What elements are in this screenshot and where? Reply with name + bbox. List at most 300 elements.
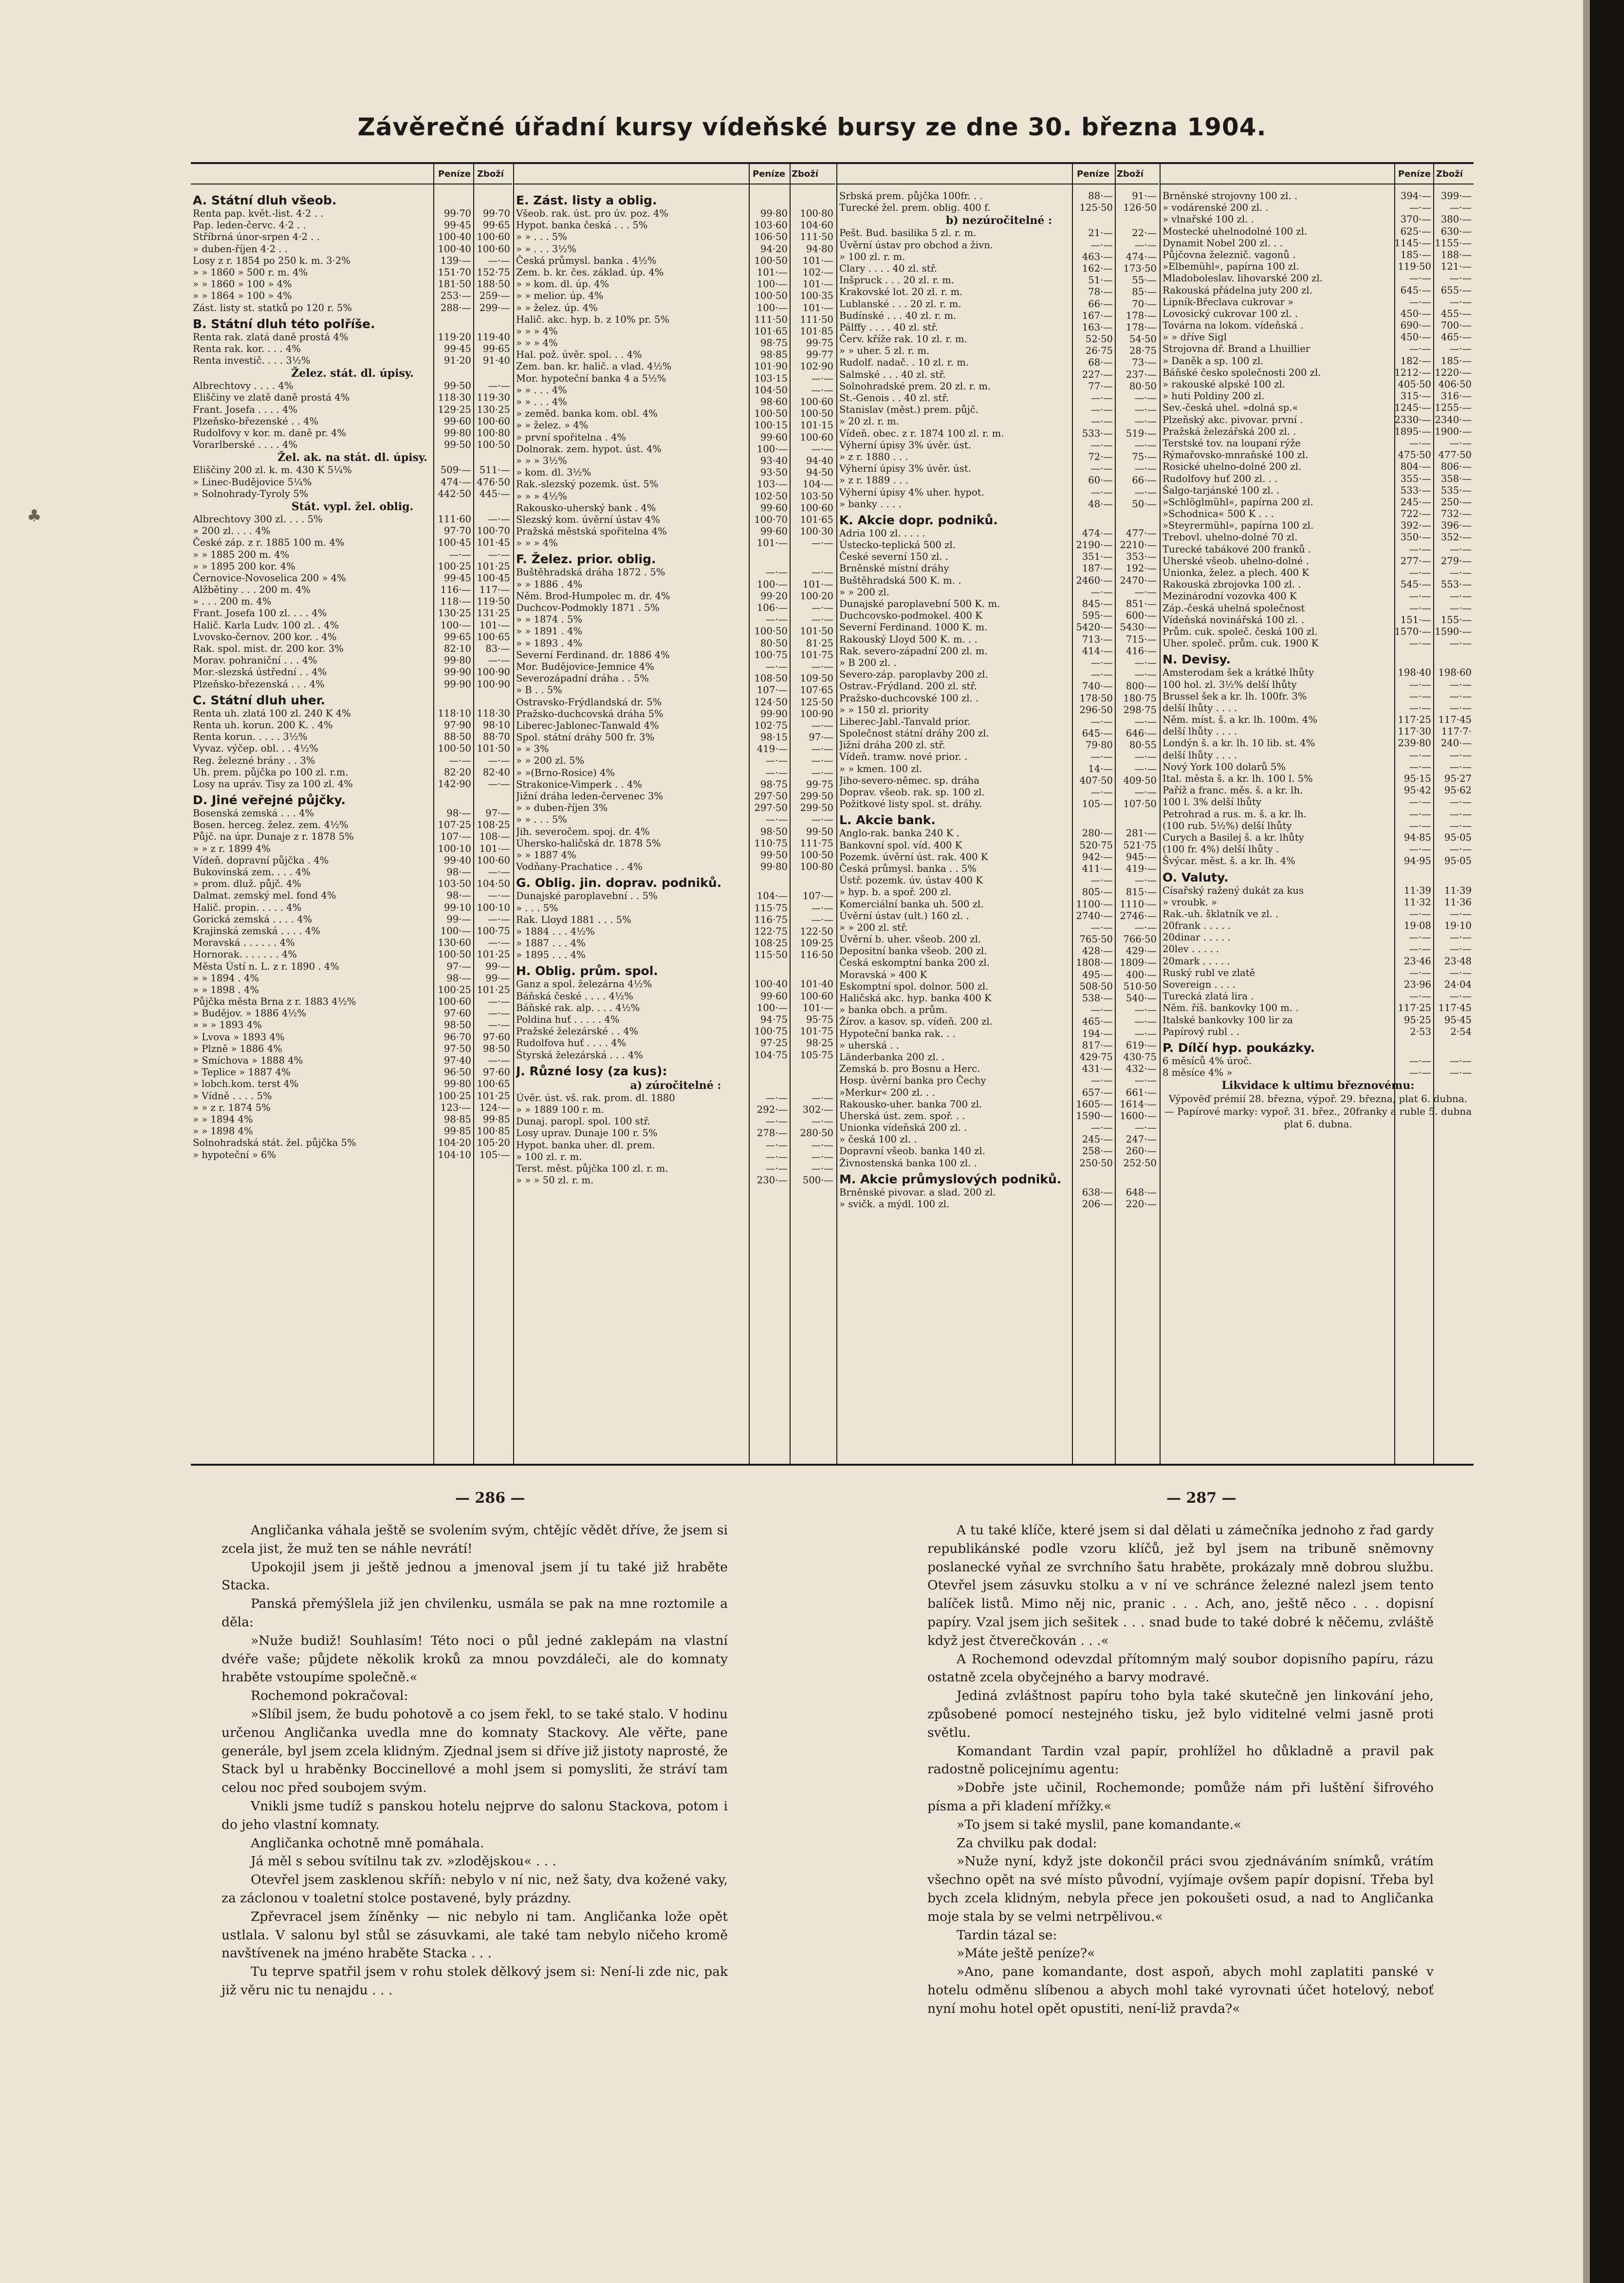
security-name: Rak. spol. mist. dr. 200 kor. 3% xyxy=(193,643,344,654)
bid-price: 100·40 xyxy=(438,243,471,255)
table-row xyxy=(516,814,835,826)
table-row xyxy=(516,767,835,779)
bid-price: 99·90 xyxy=(443,666,471,678)
security-name: Curych a Basilej š. a kr. lhůty xyxy=(1163,831,1304,843)
security-name: » zeměd. banka kom. obl. 4% xyxy=(516,408,658,420)
table-row xyxy=(839,1122,1159,1134)
ask-price: 108·— xyxy=(479,831,510,843)
table-row xyxy=(193,949,512,960)
security-name: Hosp. úvěrní banka pro Čechy xyxy=(839,1075,986,1086)
ask-price: —·— xyxy=(1134,1122,1157,1134)
ask-price: 732·— xyxy=(1440,508,1472,520)
security-name: » » . . . 5% xyxy=(516,231,567,243)
ask-price: 1809·— xyxy=(1120,957,1157,969)
bid-price: 1605·— xyxy=(1076,1098,1113,1110)
table-row xyxy=(839,775,1159,787)
security-name: » » . . . 4% xyxy=(516,384,567,396)
bid-price: 108·50 xyxy=(754,673,788,684)
bid-price: 51·— xyxy=(1088,275,1113,286)
security-name: Brussel šek a kr. lh. 100fr. 3% xyxy=(1163,690,1307,702)
ask-price: 131·25 xyxy=(477,608,510,619)
table-row xyxy=(839,1145,1159,1157)
ask-price: 406·50 xyxy=(1438,379,1472,390)
table-row xyxy=(1163,579,1474,590)
bid-price: 245·— xyxy=(1400,496,1431,508)
security-name: Něm. míst. š. a kr. lh. 100m. 4% xyxy=(1163,714,1317,726)
table-row xyxy=(193,655,512,666)
bid-price: 124·50 xyxy=(754,696,788,708)
security-name: Všeob. rak. úst. pro úv. poz. 4% xyxy=(516,208,668,219)
ask-price: 100·65 xyxy=(477,631,510,643)
ask-price: —·— xyxy=(1449,967,1472,978)
table-row xyxy=(193,831,512,843)
security-name: » » 150 zl. priority xyxy=(839,704,929,716)
security-name: Žírov. a kasov. sp. vídeň. 200 zl. xyxy=(839,1016,993,1028)
table-row xyxy=(1163,449,1474,461)
bid-price: 119·20 xyxy=(438,331,471,343)
text-column-287 xyxy=(927,1521,1434,2018)
bid-price: 100·25 xyxy=(438,560,471,572)
ask-price: —·— xyxy=(1134,586,1157,598)
paragraph: Komandant Tardin vzal papír, prohlížel ho důkladně a pravil pak radostně policejnímu agentu: xyxy=(927,1743,1434,1777)
bid-price: 88·— xyxy=(1088,190,1113,202)
security-name: Inšpruck . . . 20 zl. r. m. xyxy=(839,275,955,286)
security-name: Výherní úpisy 3% úvěr. úst. xyxy=(839,439,971,451)
security-name: Severní Ferdinand. dr. 1886 4% xyxy=(516,649,670,661)
bid-price: —·— xyxy=(765,567,788,578)
margin-mark: ♣ xyxy=(27,506,42,526)
bid-price: —·— xyxy=(1409,296,1431,308)
table-row xyxy=(516,408,835,420)
table-row xyxy=(193,902,512,914)
security-name: Moravská » 400 K xyxy=(839,969,927,980)
bid-price: —·— xyxy=(1090,875,1113,886)
page-number-286: — 286 — xyxy=(455,1490,525,1507)
bid-price: 239·80 xyxy=(1398,737,1431,749)
table-row xyxy=(193,1078,512,1090)
security-name: » » kmen. 100 zl. xyxy=(839,763,923,774)
bid-price: 100·50 xyxy=(438,949,471,960)
table-row xyxy=(839,1040,1159,1051)
bid-price: 2740·— xyxy=(1076,910,1113,921)
bid-price: 103·15 xyxy=(754,372,788,384)
bid-price: —·— xyxy=(1409,1067,1431,1079)
table-row xyxy=(1163,832,1474,844)
bid-price: 740·— xyxy=(1082,681,1113,692)
bid-price: —·— xyxy=(765,1162,788,1174)
section-heading: A. Státní dluh všeob. xyxy=(193,193,337,207)
zbozi-header: Zboží xyxy=(1117,169,1144,179)
table-row xyxy=(516,537,835,549)
security-name: » . . . 200 m. 4% xyxy=(193,596,272,608)
bid-price: 102·75 xyxy=(754,719,788,731)
subsection-heading: b) nezúročitelné : xyxy=(945,214,1052,227)
ask-price: 178·— xyxy=(1126,310,1157,321)
security-name: (100 rub. 5½%) delší lhůty xyxy=(1163,820,1292,831)
table-row xyxy=(839,763,1159,775)
ask-price: 103·50 xyxy=(800,490,833,502)
security-name: Halič. propin. . . . . 4% xyxy=(193,902,302,913)
bid-price: 99·85 xyxy=(443,1125,471,1137)
table-row xyxy=(839,392,1159,404)
ask-price: 352·— xyxy=(1440,532,1472,543)
security-name: Nový York 100 dolarů 5% xyxy=(1163,761,1286,773)
security-name: delší lhůty . . . . xyxy=(1163,749,1237,761)
ask-price: 409·50 xyxy=(1123,774,1157,786)
security-name: Slezský kom. úvěrní ústav 4% xyxy=(516,514,660,525)
paragraph: A Rochemond odevzdal přítomným malý soubor dopisního papíru, rázu ostatně zcela obyčejného a barvy modravé. xyxy=(927,1651,1434,1685)
ask-price: 91·40 xyxy=(482,355,510,367)
table-row xyxy=(193,488,512,500)
paragraph: »Nuže budiž! Souhlasím! Této noci o půl jedné zaklepám na vlastní dvéře vaše; půjdete několik kroků za mnou povzdáleči, ale do komnaty hraběte vstoupíme společně.« xyxy=(221,1633,728,1685)
security-name: » » želez. » 4% xyxy=(516,420,589,431)
security-name: Jih. severočem. spoj. dr. 4% xyxy=(516,826,650,837)
ask-price: 500·— xyxy=(802,1175,833,1186)
ask-price: 1590·— xyxy=(1435,626,1472,637)
security-name: Petrohrad a rus. m. š. a kr. lh. xyxy=(1163,808,1307,820)
bid-price: —·— xyxy=(1409,749,1431,761)
table-row xyxy=(516,243,835,255)
table-row xyxy=(516,602,835,614)
table-row xyxy=(516,432,835,443)
bid-price: 1808·— xyxy=(1076,957,1113,969)
ask-price: 130·25 xyxy=(477,404,510,415)
security-name: Zem. ban. kr. halič. a vlad. 4½% xyxy=(516,361,672,372)
ask-price: 455·— xyxy=(1440,308,1472,319)
ask-price: 99·65 xyxy=(482,220,510,231)
ask-price: 279·— xyxy=(1440,555,1472,567)
table-row xyxy=(516,314,835,326)
table-row xyxy=(839,922,1159,934)
ask-price: 280·50 xyxy=(800,1127,833,1139)
security-name: Hypot. banka uher. dl. prem. xyxy=(516,1139,655,1151)
bid-price: 99·90 xyxy=(443,678,471,690)
ask-price: —·— xyxy=(811,1092,833,1104)
ask-price: 465·— xyxy=(1440,331,1472,343)
ask-price: 477·— xyxy=(1126,527,1157,539)
table-row xyxy=(193,561,512,572)
security-name: Terstské tov. na loupaní rýže xyxy=(1163,437,1301,449)
table-row xyxy=(839,934,1159,945)
ask-price: 99·— xyxy=(485,960,510,972)
ask-price: 1614·— xyxy=(1120,1098,1157,1110)
table-row xyxy=(193,596,512,608)
security-name: Hal. pož. úvěr. spol. . . 4% xyxy=(516,349,642,361)
security-name: Bosenská zemská . . . 4% xyxy=(193,808,314,819)
table-row xyxy=(193,220,512,231)
ask-price: 101·65 xyxy=(800,514,833,525)
bid-price: 99·60 xyxy=(760,990,788,1002)
ask-price: 105·— xyxy=(479,1149,510,1160)
security-name: » Smíchova » 1888 4% xyxy=(193,1055,303,1066)
ask-price: 101·85 xyxy=(800,325,833,337)
table-row xyxy=(193,1043,512,1055)
table-row xyxy=(193,878,512,890)
ask-price: 100·10 xyxy=(477,902,510,913)
security-name: Brněnské pivovar. a slad. 200 zl. xyxy=(839,1186,996,1198)
bid-price: 103·— xyxy=(757,479,788,490)
bid-price: 11·39 xyxy=(1403,884,1431,896)
security-name: Stříbrná únor-srpen 4·2 . . xyxy=(193,231,320,243)
security-name: Dunajské paroplavební 500 K. m. xyxy=(839,598,1000,609)
table-row xyxy=(516,938,835,949)
section-heading: L. Akcie bank. xyxy=(839,813,936,828)
ask-price: 316·— xyxy=(1440,390,1472,402)
scan-border xyxy=(1590,0,1624,2283)
table-row xyxy=(193,708,512,719)
security-name: delší lhůty . . . . xyxy=(1163,702,1237,714)
security-name: Pálffy . . . . 40 zl. stř. xyxy=(839,321,938,333)
table-row xyxy=(1163,226,1474,238)
table-row xyxy=(516,526,835,537)
bid-price: 94·85 xyxy=(1403,831,1431,843)
security-name: Haličská akc. hyp. banka 400 K xyxy=(839,993,992,1004)
ask-price: —·— xyxy=(811,814,833,826)
ask-price: —·— xyxy=(488,1008,510,1019)
table-row xyxy=(516,1049,835,1061)
table-row xyxy=(516,902,835,914)
security-name: Adria 100 zl. . . . . xyxy=(839,527,925,539)
table-row xyxy=(193,1149,512,1161)
bid-price: 253·— xyxy=(440,290,471,302)
security-name: Pražská městská spořitelna 4% xyxy=(516,526,667,537)
security-name: České záp. z r. 1885 100 m. 4% xyxy=(193,537,345,549)
ask-price: —·— xyxy=(811,767,833,778)
bid-price: 297·50 xyxy=(754,791,788,802)
ask-price: —·— xyxy=(1449,543,1472,555)
bid-price: 163·— xyxy=(1082,321,1113,333)
security-name: » Solnohrady-Tyroly 5% xyxy=(193,488,309,499)
ask-price: 252·50 xyxy=(1123,1157,1157,1169)
bid-price: 116·— xyxy=(440,584,471,596)
table-row xyxy=(193,1008,512,1019)
bid-price: 355·— xyxy=(1400,473,1431,484)
security-name: Vídeň. tramw. nové prior. . xyxy=(839,751,968,763)
security-name: Dunajské paroplavební . . 5% xyxy=(516,890,658,902)
bid-price: 99·60 xyxy=(760,502,788,514)
table-row xyxy=(193,743,512,755)
table-row xyxy=(1163,261,1474,273)
security-name: Rak.-slezský pozemk. úst. 5% xyxy=(516,479,659,490)
table-row xyxy=(1163,1026,1474,1038)
bid-price: 94·20 xyxy=(760,243,788,255)
security-name: » » kom. dl. úp. 4% xyxy=(516,278,609,290)
table-row xyxy=(193,819,512,831)
security-name: Terst. měst. půjčka 100 zl. r. m. xyxy=(516,1162,668,1174)
ask-price: 111·75 xyxy=(800,837,833,849)
security-name: (100 fr. 4%) delší lhůty . xyxy=(1163,844,1279,855)
security-name: Reg. železné brány . . 3% xyxy=(193,755,315,766)
security-name: Losy na upráv. Tisy za 100 zl. 4% xyxy=(193,778,353,790)
security-name: Bukovinská zem. . . . 4% xyxy=(193,866,311,878)
security-name: Severozápadní dráha . . 5% xyxy=(516,673,649,684)
table-row xyxy=(193,731,512,743)
table-row xyxy=(1163,497,1474,508)
ask-price: 655·— xyxy=(1440,284,1472,296)
bid-price: 100·— xyxy=(757,1002,788,1013)
bid-price: —·— xyxy=(1409,273,1431,284)
table-row xyxy=(516,779,835,791)
table-row xyxy=(193,1067,512,1078)
table-row xyxy=(193,584,512,596)
security-name: Srbská prem. půjčka 100fr. . . xyxy=(839,190,983,202)
security-name: Eliščiny ve zlatě daně prostá 4% xyxy=(193,392,350,404)
security-name: » hypoteční » 6% xyxy=(193,1149,277,1160)
ask-price: 99·75 xyxy=(806,778,833,790)
table-row xyxy=(839,528,1159,539)
security-name: » 1887 . . . 4% xyxy=(516,938,586,949)
security-name: Halič. Karla Ludv. 100 zl. . 4% xyxy=(193,619,339,631)
bid-price: 100·50 xyxy=(754,408,788,420)
ask-price: 107·— xyxy=(802,890,833,902)
security-name: Vídeň. dopravní půjčka . 4% xyxy=(193,854,329,866)
bid-price: 508·50 xyxy=(1079,980,1113,992)
bid-price: 99·45 xyxy=(443,343,471,354)
column-header-2 xyxy=(514,164,835,184)
penize-header: Peníze xyxy=(753,169,786,179)
ask-price: —·— xyxy=(1449,844,1472,855)
security-name: Liberec-Jablonec-Tanwald 4% xyxy=(516,719,659,731)
table-row xyxy=(516,626,835,637)
table-row xyxy=(839,787,1159,798)
security-name: Pap. leden-červc. 4·2 . . xyxy=(193,220,306,231)
bid-price: 182·— xyxy=(1400,355,1431,367)
ask-price: 111·50 xyxy=(800,231,833,243)
table-row xyxy=(516,661,835,673)
page-title: Závěrečné úřadní kursy vídeňské bursy ze dne 30. března 1904. xyxy=(357,113,1267,141)
ask-price: 81·25 xyxy=(806,637,833,649)
security-name: Rudolfovy v kor. m. daně pr. 4% xyxy=(193,427,347,439)
security-name: Hornorak. . . . . . . 4% xyxy=(193,949,297,960)
table-row xyxy=(1163,202,1474,214)
ask-price: 477·50 xyxy=(1438,449,1472,461)
ask-price: 117·45 xyxy=(1438,714,1472,726)
security-name: Severo-záp. paroplavby 200 zl. xyxy=(839,669,988,681)
bid-price: —·— xyxy=(1090,416,1113,427)
ask-price: 111·50 xyxy=(800,313,833,325)
security-name: Ganz a spol. železárna 4½% xyxy=(516,978,652,990)
security-name: » prom. dluž. půjč. 4% xyxy=(193,878,301,890)
table-row xyxy=(516,1104,835,1116)
table-row xyxy=(839,693,1159,704)
table-row xyxy=(516,861,835,873)
paragraph: Jediná zvláštnost papíru toho byla také skutečně jen linkování jeho, způsobené pomocí nestejného tisku, jež bylo viditelné velmi jasně proti světlu. xyxy=(927,1688,1434,1740)
paragraph: Vnikli jsme tudíž s panskou hotelu nejprve do salonu Stackova, potom i do jeho vlastní komnaty. xyxy=(221,1798,728,1832)
table-row xyxy=(516,890,835,902)
penize-header: Peníze xyxy=(1398,169,1431,179)
security-name: Báňské česko společnosti 200 zl. xyxy=(1163,367,1321,378)
table-row xyxy=(1163,667,1474,679)
ask-price: —·— xyxy=(488,913,510,925)
bid-price: 227·— xyxy=(1082,368,1113,380)
security-name: Úhersko-haličská dr. 1878 5% xyxy=(516,837,661,849)
ask-price: —·— xyxy=(1449,590,1472,602)
security-name: Vídeňská novinářská 100 zl. . xyxy=(1163,614,1305,626)
ask-price: 95·05 xyxy=(1444,831,1472,843)
security-name: » » 1886 . 4% xyxy=(516,578,583,590)
table-row xyxy=(1163,603,1474,614)
bid-price: 94·75 xyxy=(760,1014,788,1025)
security-name: Jiho-severo-němec. sp. dráha xyxy=(839,774,980,786)
bid-price: —·— xyxy=(1090,787,1113,798)
security-name: Renta rak. zlatá daně prostá 4% xyxy=(193,331,349,343)
table-row xyxy=(839,310,1159,322)
table-row xyxy=(516,1127,835,1139)
security-name: » 20 zl. r. m. xyxy=(839,416,899,427)
table-row xyxy=(1163,1014,1474,1026)
security-name: » Teplice » 1887 4% xyxy=(193,1067,291,1078)
bid-price: —·— xyxy=(1409,932,1431,943)
table-row xyxy=(839,190,1159,202)
ask-price: 101·— xyxy=(479,843,510,854)
ask-price: —·— xyxy=(1134,787,1157,798)
ask-price: —·— xyxy=(1134,239,1157,251)
ask-price: 100·80 xyxy=(800,861,833,873)
security-name: Česká průmysl. banka . . 5% xyxy=(839,863,977,874)
table-row xyxy=(839,875,1159,886)
ask-price: 24·04 xyxy=(1444,979,1472,990)
ask-price: 100·30 xyxy=(800,526,833,537)
table-row xyxy=(1163,785,1474,796)
penize-header: Peníze xyxy=(438,169,471,179)
table-row xyxy=(1163,614,1474,626)
table-row xyxy=(839,1016,1159,1028)
table-row xyxy=(1163,532,1474,543)
security-name: Frant. Josefa 100 zl. . . . 4% xyxy=(193,608,327,619)
table-row xyxy=(839,227,1159,239)
table-column-2 xyxy=(516,190,835,1456)
bid-price: —·— xyxy=(1090,239,1113,251)
security-name: Depositní banka všeob. 200 zl. xyxy=(839,945,987,957)
table-row xyxy=(839,863,1159,875)
bid-price: 1145·— xyxy=(1394,237,1431,249)
paragraph: »Nuže nyní, když jste dokončil práci svou zjednáváním snímků, vrátím všechno opět na své místo původní, vyjímaje ovšem papír dopisní. Třeba byl bych zcela klidným, nebyla přece jen pokoušeti osud, a nad to Angličanka moje stala by se velmi netrpělivou.« xyxy=(927,1854,1434,1924)
bid-price: 296·50 xyxy=(1079,704,1113,716)
table-row xyxy=(193,973,512,984)
security-name: Pražská železářská 200 zl. . xyxy=(1163,425,1296,437)
bid-price: 130·60 xyxy=(438,937,471,949)
section-heading: G. Oblig. jin. doprav. podniků. xyxy=(516,876,722,890)
bid-price: 98·85 xyxy=(760,349,788,361)
bid-price: 97·— xyxy=(446,960,471,972)
table-row xyxy=(193,525,512,537)
ask-price: 247·— xyxy=(1126,1134,1157,1145)
ask-price: —·— xyxy=(811,743,833,755)
security-name: » uherská . . xyxy=(839,1039,899,1051)
bid-price: 102·50 xyxy=(754,490,788,502)
security-name: Buštěhradská dráha 1872 . 5% xyxy=(516,567,665,578)
ask-price: 192·— xyxy=(1126,563,1157,574)
bid-price: 110·75 xyxy=(754,837,788,849)
bid-price: 509·— xyxy=(440,464,471,476)
bid-price: 258·— xyxy=(1082,1145,1113,1157)
ask-price: 353·— xyxy=(1126,551,1157,563)
ask-price: 119·30 xyxy=(477,392,510,404)
security-name: » » melior. úp. 4% xyxy=(516,290,604,302)
ask-price: 99·85 xyxy=(482,1113,510,1125)
ask-price: —·— xyxy=(1449,932,1472,943)
table-row xyxy=(516,396,835,408)
bid-price: 845·— xyxy=(1082,598,1113,609)
bid-price: 817·— xyxy=(1082,1039,1113,1051)
table-row xyxy=(193,620,512,631)
security-name: Rudolfovy huť 200 zl. . . xyxy=(1163,473,1278,484)
bid-price: 98·15 xyxy=(760,732,788,743)
security-name: » » 1898 . 4% xyxy=(193,984,259,995)
bid-price: 98·85 xyxy=(443,1113,471,1125)
bid-price: 428·— xyxy=(1082,945,1113,957)
ask-price: 101·— xyxy=(802,1002,833,1013)
